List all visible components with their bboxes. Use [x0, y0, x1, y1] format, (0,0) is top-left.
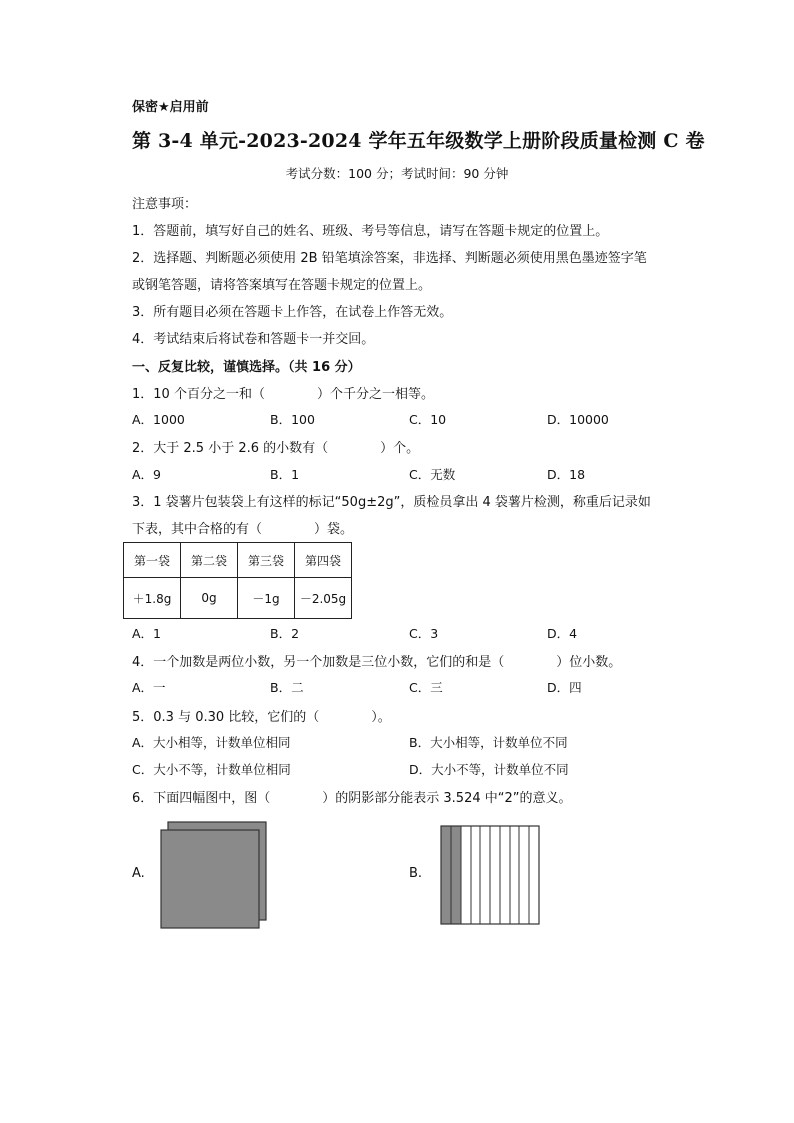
q4-option-b: B．二 [270, 680, 304, 695]
q5-option-b: B．大小相等，计数单位不同 [409, 735, 568, 750]
table-cell: －2.05g [295, 578, 352, 619]
figure-a-stacked-squares [158, 820, 270, 932]
q5-option-a: A．大小相等，计数单位相同 [132, 735, 291, 750]
q1-option-c: C．10 [409, 412, 447, 427]
question-3-text: 3．1 袋薯片包装袋上有这样的标记“50g±2g”，质检员拿出 4 袋薯片检测，称重后记录如 [132, 495, 651, 510]
figure-a-front-square [161, 830, 259, 928]
figure-b-dividers [451, 826, 529, 924]
table-cell: 0g [181, 578, 238, 619]
table-header-cell: 第一袋 [124, 543, 181, 578]
q3-option-d: D．4 [547, 626, 578, 641]
q5-option-c: C．大小不等，计数单位相同 [132, 762, 291, 777]
q1-option-b: B．100 [270, 412, 315, 427]
note-item: 2．选择题、判断题必须使用 2B 铅笔填涂答案，非选择、判断题必须使用黑色墨迹签字笔 [132, 251, 647, 266]
q1-option-d: D．10000 [547, 412, 609, 427]
figure-a-label: A. [132, 866, 145, 881]
table-cell: －1g [238, 578, 295, 619]
exam-info: 考试分数：100 分；考试时间：90 分钟 [285, 166, 509, 181]
table-header-cell: 第四袋 [295, 543, 352, 578]
question-4-text: 4．一个加数是两位小数，另一个加数是三位小数，它们的和是（ ）位小数。 [132, 655, 622, 670]
q4-option-c: C．三 [409, 680, 443, 695]
table-cell: ＋1.8g [124, 578, 181, 619]
q3-option-c: C．3 [409, 626, 439, 641]
figure-b-striped-square [440, 825, 542, 927]
figure-b-shaded-strip [451, 826, 461, 924]
question-3-text-cont: 下表，其中合格的有（ ）袋。 [132, 522, 354, 537]
q2-option-b: B．1 [270, 467, 300, 482]
bag-weight-table [123, 542, 352, 619]
figure-b-shaded-strip [441, 826, 451, 924]
question-6-text: 6．下面四幅图中，图（ ）的阴影部分能表示 3.524 中“2”的意义。 [132, 791, 572, 806]
table-header-cell: 第三袋 [238, 543, 295, 578]
q3-option-a: A．1 [132, 626, 162, 641]
table-header-cell: 第二袋 [181, 543, 238, 578]
question-2-text: 2．大于 2.5 小于 2.6 的小数有（ ）个。 [132, 441, 420, 456]
q4-option-d: D．四 [547, 680, 582, 695]
q5-option-d: D．大小不等，计数单位不同 [409, 762, 569, 777]
question-5-text: 5．0.3 与 0.30 比较，它们的（ ）。 [132, 710, 391, 725]
notes-heading: 注意事项： [132, 197, 198, 212]
secret-mark: 保密★启用前 [132, 100, 209, 115]
q3-option-b: B．2 [270, 626, 300, 641]
note-item: 1．答题前，填写好自己的姓名、班级、考号等信息，请写在答题卡规定的位置上。 [132, 224, 609, 239]
q2-option-a: A．9 [132, 467, 162, 482]
page-title: 第 3-4 单元-2023-2024 学年五年级数学上册阶段质量检测 C 卷 [132, 130, 705, 152]
section-heading: 一、反复比较，谨慎选择。（共 16 分） [132, 360, 361, 375]
question-1-text: 1．10 个百分之一和（ ）个千分之一相等。 [132, 387, 434, 402]
q4-option-a: A．一 [132, 680, 166, 695]
q2-option-d: D．18 [547, 467, 586, 482]
q1-option-a: A．1000 [132, 412, 185, 427]
note-item: 3．所有题目必须在答题卡上作答，在试卷上作答无效。 [132, 305, 453, 320]
figure-b-label: B. [409, 866, 423, 881]
note-item: 4．考试结束后将试卷和答题卡一并交回。 [132, 332, 375, 347]
note-item: 或钢笔答题，请将答案填写在答题卡规定的位置上。 [132, 278, 432, 293]
q2-option-c: C．无数 [409, 467, 456, 482]
